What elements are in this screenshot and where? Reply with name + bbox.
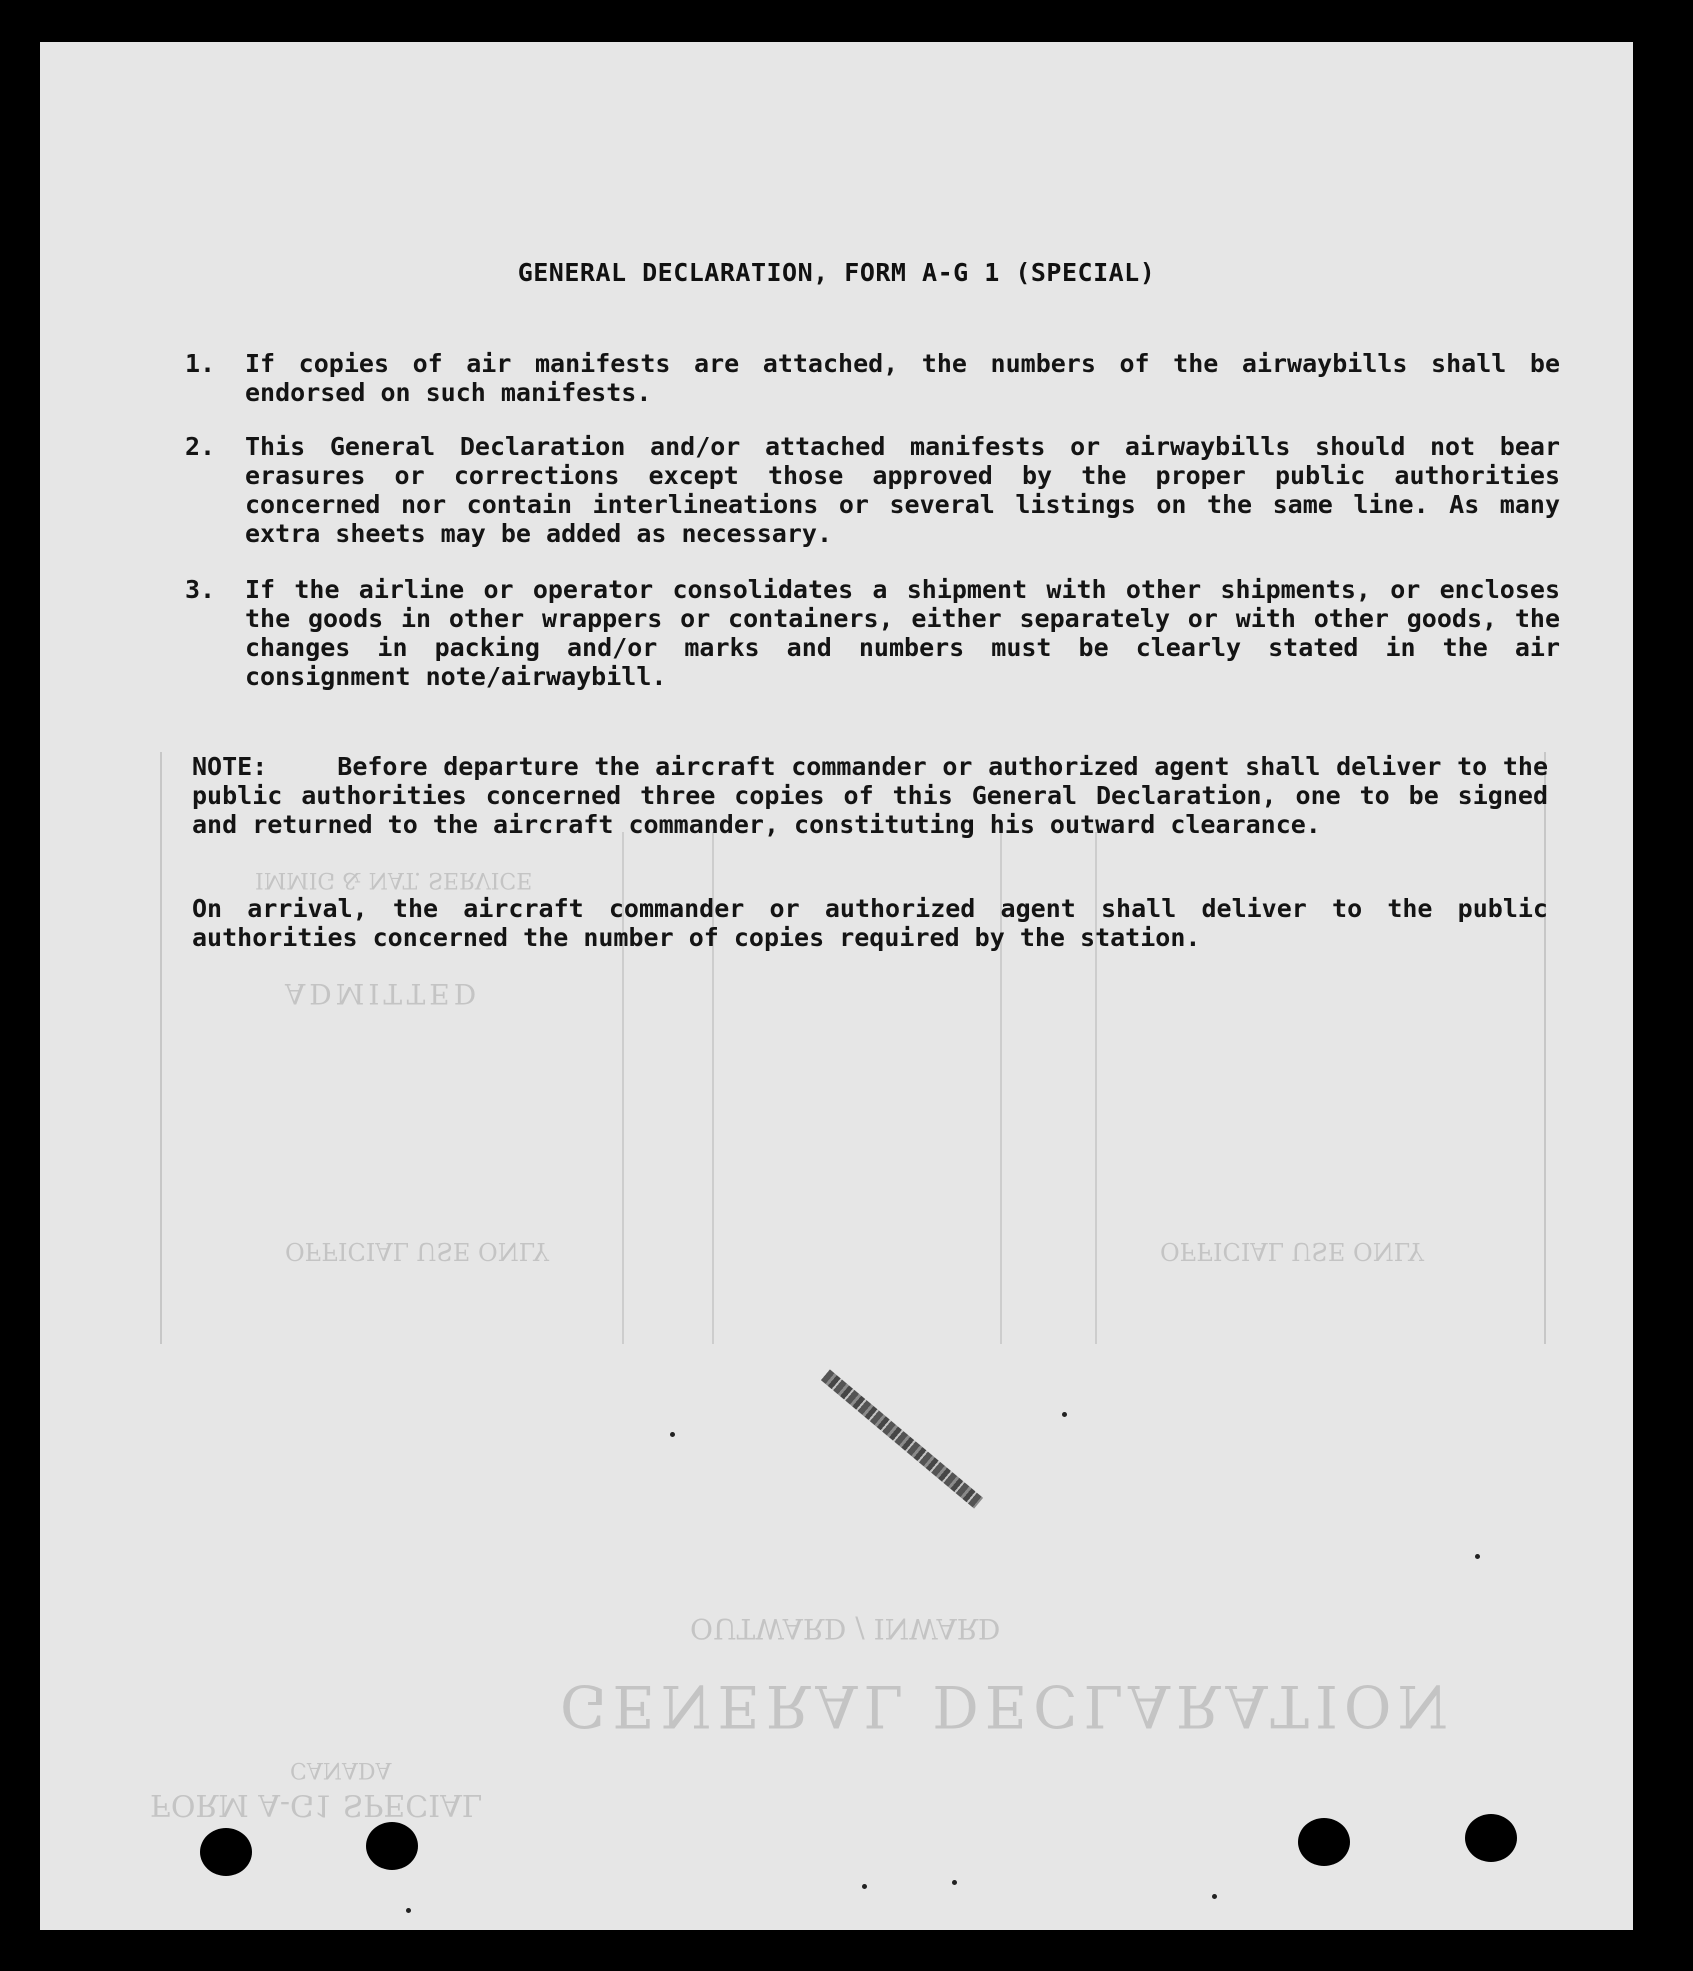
ink-speck — [952, 1880, 957, 1885]
instruction-item-2 — [185, 432, 1560, 548]
bleed-through-subheading: OUTWARD / INWARD — [690, 1612, 1001, 1645]
bleed-through-form-code: FORM A-G1 SPECIAL — [150, 1787, 482, 1822]
item-number: 2. — [185, 432, 216, 461]
punch-hole — [366, 1822, 418, 1870]
document-page — [40, 42, 1633, 1930]
ink-speck — [1062, 1412, 1067, 1417]
item-text: If the airline or operator consolidates a shipment with other shipments, or encloses the goods in other wrappers or containers, either separately or with other goods, the changes in packing and/or marks and numbers must be clearly stated in the air consignment note/airwaybill. — [245, 575, 1560, 691]
item-text: If copies of air manifests are attached, the numbers of the airwaybills shall be endorsed on such manifests. — [245, 349, 1560, 407]
note-paragraph — [192, 752, 1548, 839]
ink-speck — [862, 1884, 867, 1889]
punch-hole — [200, 1828, 252, 1876]
punch-hole — [1298, 1818, 1350, 1866]
arrival-paragraph: On arrival, the aircraft commander or authorized agent shall deliver to the public authorities concerned the number of copies required by the station. — [192, 894, 1548, 952]
bleed-through-official-use: OFFICIAL USE ONLY — [1160, 1237, 1424, 1265]
note-text: Before departure the aircraft commander or authorized agent shall deliver to the public authorities concerned three copies of this General Declaration, one to be signed and returned to the aircraft commander, constituting his outward clearance. — [192, 752, 1548, 839]
note-label: NOTE: — [192, 752, 268, 781]
ink-speck — [670, 1432, 675, 1437]
bleed-through-stamp: IMMIG & NAT. SERVICE — [255, 867, 533, 892]
ink-stamp-mark — [821, 1369, 983, 1508]
item-text: This General Declaration and/or attached manifests or airwaybills should not bear erasures or corrections except those approved by the proper public authorities concerned nor contain interlineations or several listings on the same line. As many extra sheets may be added as necessary. — [245, 432, 1560, 548]
bleed-through-heading: GENERAL DECLARATION — [560, 1672, 1455, 1740]
ink-speck — [1475, 1554, 1480, 1559]
item-number: 3. — [185, 575, 216, 604]
document-title: GENERAL DECLARATION, FORM A-G 1 (SPECIAL) — [517, 258, 1156, 287]
bleed-through-official-use: OFFICIAL USE ONLY — [285, 1237, 549, 1265]
ink-speck — [1212, 1894, 1217, 1899]
instruction-item-1 — [185, 349, 1560, 407]
item-number: 1. — [185, 349, 216, 378]
instruction-item-3 — [185, 575, 1560, 691]
ink-speck — [406, 1908, 411, 1913]
bleed-through-country: CANADA — [290, 1757, 392, 1782]
punch-hole — [1465, 1814, 1517, 1862]
bleed-through-stamp: ADMITTED — [285, 977, 481, 1010]
